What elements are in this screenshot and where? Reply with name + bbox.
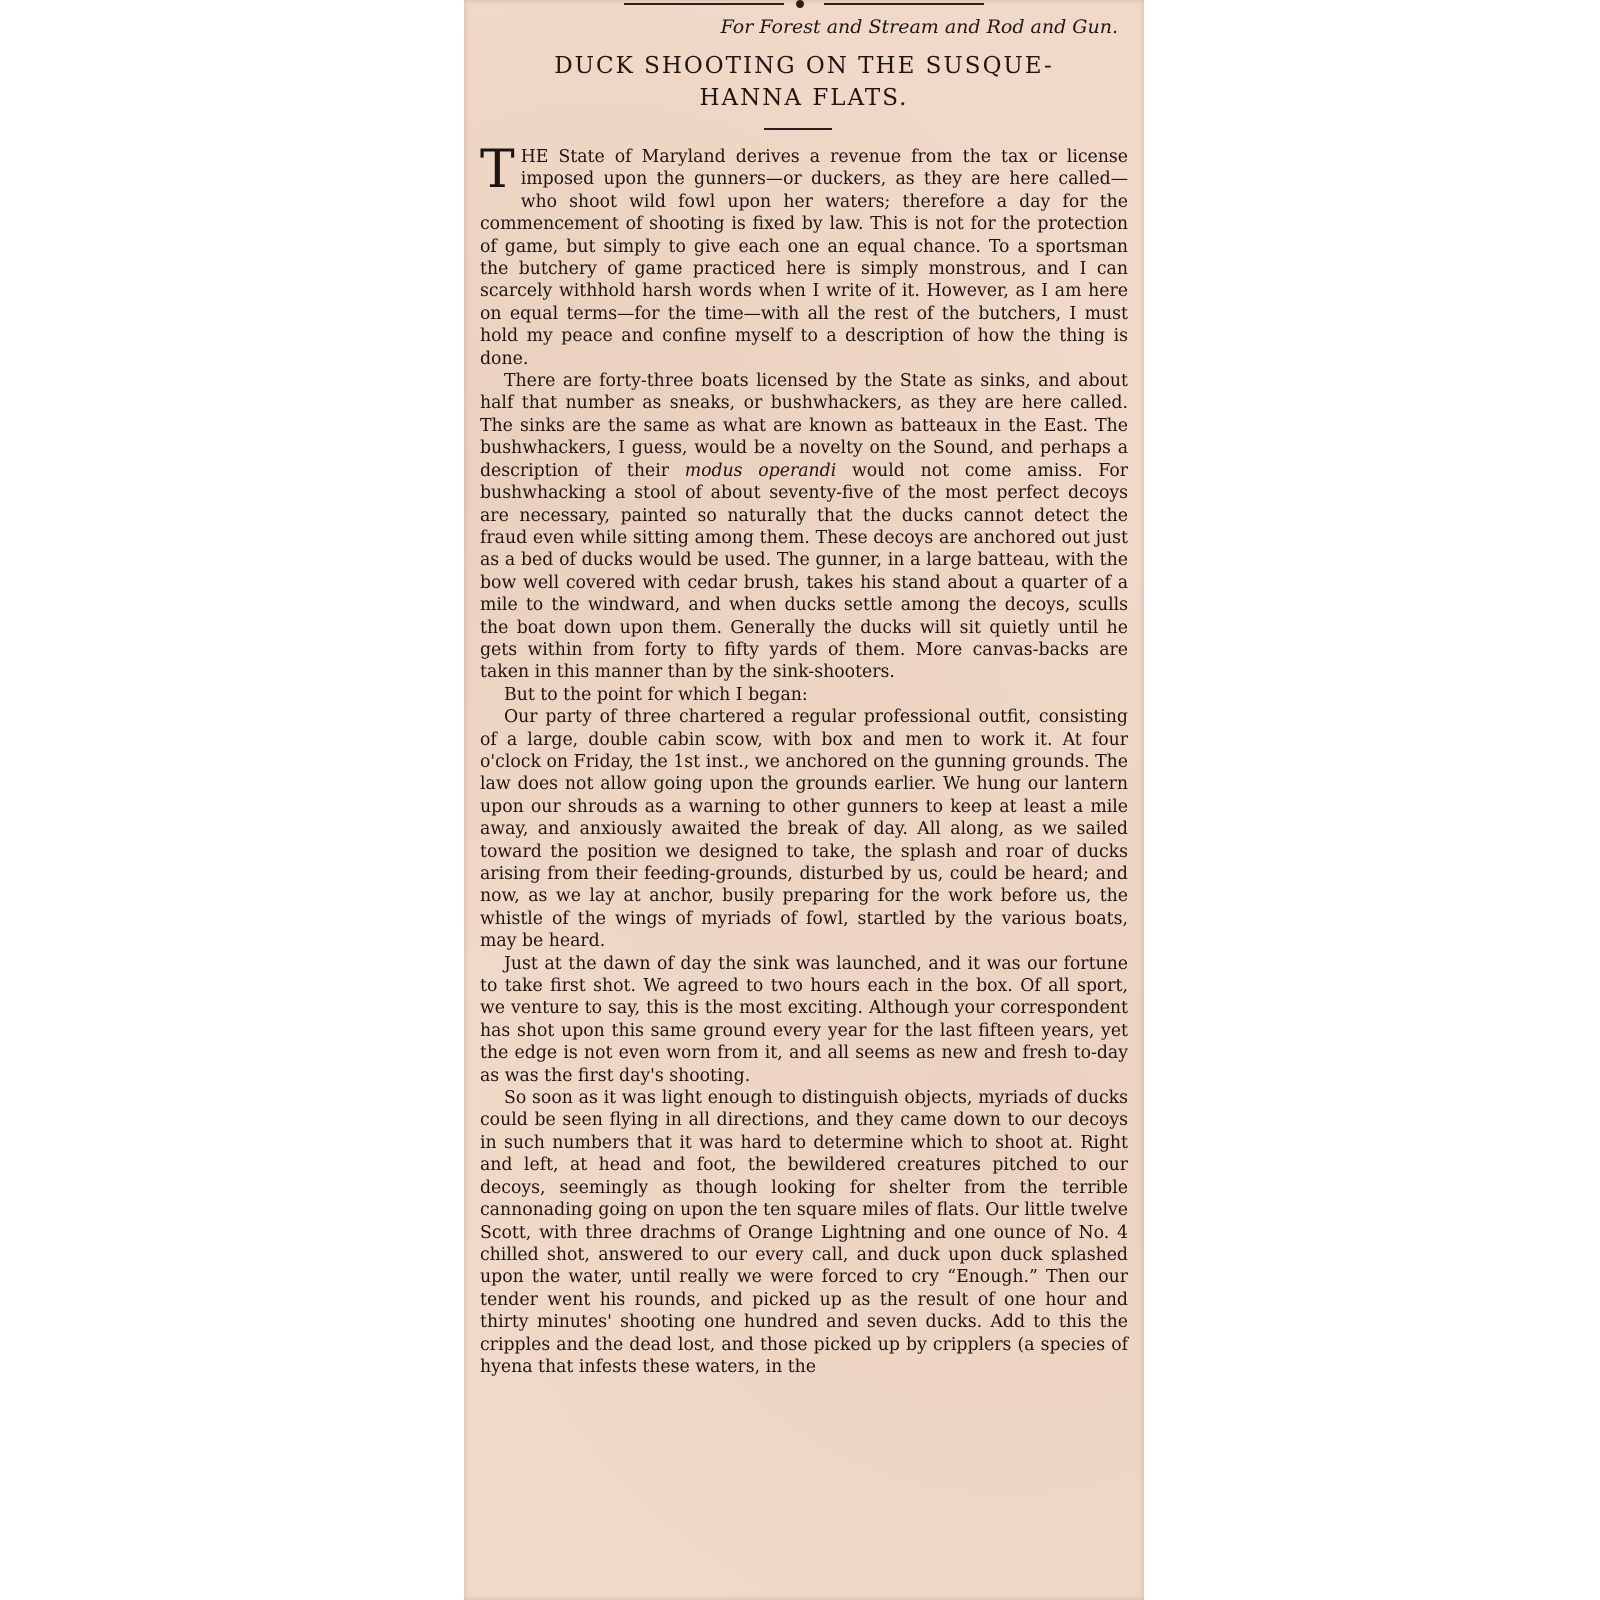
credit-line: For Forest and Stream and Rod and Gun. [720,16,1118,38]
top-ornament-rule [624,0,984,8]
ornament-bar-left [624,3,784,5]
paragraph-1 [480,140,1128,370]
paragraph-4: Our party of three chartered a regular professional outfit, consisting of a large, double cabin scow, with box and men to work it. At four o'clock on Friday, the 1st inst., we anchored on the gunning grounds. The law does not allow going upon the grounds earlier. We hung our lantern upon our shrouds as a warning to other gunners to keep at least a mile away, and anxiously awaited the break of day. All along, as we sailed toward the position we designed to take, the splash and roar of ducks arising from their feeding-grounds, disturbed by us, could be heard; and now, as we lay at anchor, busily preparing for the work before us, the whistle of the wings of myriads of fowl, startled by the various boats, may be heard. [480,707,1128,952]
article-body [480,140,1129,1378]
ornament-bar-right [824,3,984,5]
paragraph-2-text-b: would not come amiss. For bushwhacking a stool of about seventy-five of the most perfect decoys are necessary, painted so naturally that the ducks cannot detect the fraud even while sitting among them. These decoys are anchored out just as a bed of ducks would be used. The gunner, in a large batteau, with the bow well covered with cedar brush, takes his stand about a quarter of a mile to the windward, and when ducks settle among the decoys, sculls the boat down upon them. Generally the ducks will sit quietly until he gets within from forty to fifty yards of them. More canvas-backs are taken in this manner than by the sink-shooters. [480,460,1129,683]
article-headline [464,50,1144,114]
drop-cap: T [480,140,515,200]
paragraph-2-text-a: There are forty-three boats licensed by the State as sinks, and about half that number as sneaks, or bushwhackers, as they are here called. The sinks are the same as what are known as batteaux in the East. The bushwhackers, I guess, would be a novelty on the Sound, and perhaps a description of their [480,371,1128,481]
paragraph-2-italic: modus operandi [684,460,837,481]
paragraph-6: So soon as it was light enough to distinguish objects, myriads of ducks could be seen flying in all directions, and they came down to our decoys in such numbers that it was hard to determine which to shoot at. Right and left, at head and foot, the bewildered creatures pitched to our decoys, seemingly as though looking for shelter from the terrible cannonading going on upon the ten square miles of flats. Our little twelve Scott, with three drachms of Orange Lightning and one ounce of No. 4 chilled shot, answered to our every call, and duck upon duck splashed upon the water, until really we were forced to cry “Enough.” Then our tender went his rounds, and picked up as the result of one hour and thirty minutes' shooting one hundred and seven ducks. Add to this the cripples and the dead lost, and those picked up by cripplers (a species of hyena that infests these waters, in the [480,1088,1128,1377]
paragraph-2 [480,370,1128,684]
headline-divider [764,128,832,130]
ornament-dot [796,0,804,8]
headline-line-1: DUCK SHOOTING ON THE SUSQUE- [554,53,1054,79]
paragraph-5: Just at the dawn of day the sink was launched, and it was our fortune to take first shot. We agreed to two hours each in the box. Of all sport, we venture to say, this is the most exciting. Although your correspondent has shot upon this same ground every year for the last fifteen years, yet the edge is not even worn from it, and all seems as new and fresh to-day as was the first day's shooting. [480,953,1128,1086]
headline-line-2: HANNA FLATS. [699,85,909,111]
paragraph-3: But to the point for which I began: [504,684,808,705]
paragraph-1-text: HE State of Maryland derives a revenue from the tax or license imposed upon the gunners—or duckers, as they are here called—who shoot wild fowl upon her waters; therefore a day for the commencement of shooting is fixed by law. This is not for the protection of game, but simply to give each one an equal chance. To a sportsman the butchery of game practiced here is simply monstrous, and I can scarcely withhold harsh words when I write of it. However, as I am here on equal terms—for the time—with all the rest of the butchers, I must hold my peace and confine myself to a description of how the thing is done. [480,147,1128,369]
newspaper-clipping [464,0,1144,1600]
